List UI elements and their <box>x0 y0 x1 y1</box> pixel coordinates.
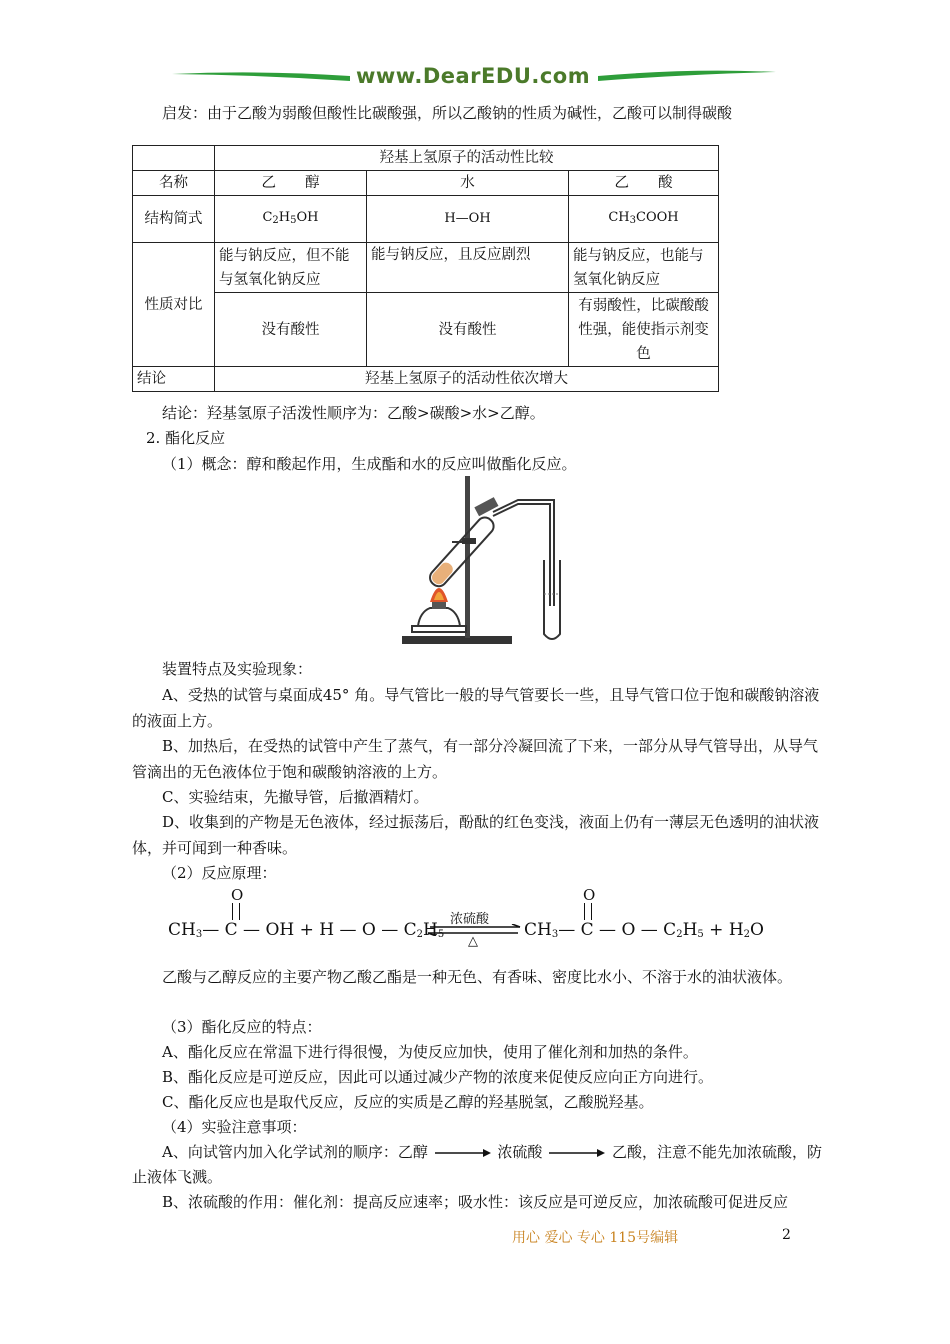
principle-title: （2）反应原理： <box>162 864 277 882</box>
carbonyl-o-right: O <box>583 886 596 904</box>
feature-b: B、酯化反应是可逆反应，因此可以通过减少产物的浓度来促使反应向正方向进行。 <box>162 1068 714 1086</box>
header-banner <box>170 62 780 92</box>
row-conc-label: 结论 <box>133 367 215 392</box>
table-title: 羟基上氢原子的活动性比较 <box>215 146 719 171</box>
note-a: A、向试管内加入化学试剂的顺序：乙醇 浓硫酸 乙酸，注意不能先加浓硫酸，防 <box>162 1143 822 1161</box>
heat-symbol: △ <box>468 934 478 949</box>
table-conclusion: 羟基上氢原子的活动性依次增大 <box>215 367 719 392</box>
equation-right: $CH_3—$ C — O — $C_2H_5 + H_2O$ <box>524 920 764 940</box>
prop-water: 能与钠反应，且反应剧烈 <box>367 243 569 293</box>
double-bond-left <box>232 903 240 920</box>
struct-water: H—OH <box>367 196 569 243</box>
feature-c: C、酯化反应也是取代反应，反应的实质是乙醇的羟基脱氢，乙酸脱羟基。 <box>162 1093 654 1111</box>
device-title: 装置特点及实验现象： <box>162 660 313 678</box>
intro-text: 启发：由于乙酸为弱酸但酸性比碳酸强，所以乙酸钠的性质为碱性，乙酸可以制得碳酸 <box>162 104 733 122</box>
page-number: 2 <box>782 1227 791 1243</box>
point-c: C、实验结束，先撤导管，后撤酒精灯。 <box>162 788 429 806</box>
row-name-label: 名称 <box>133 171 215 196</box>
notes-title: （4）实验注意事项： <box>162 1118 307 1136</box>
table-corner-cell <box>133 146 215 171</box>
carbonyl-o-left: O <box>231 886 244 904</box>
point-b: B、加热后，在受热的试管中产生了蒸气，有一部分冷凝回流了下来，一部分从导气管导出，从导气管滴出的无色液体位于饱和碳酸钠溶液的上方。 <box>132 737 819 781</box>
acidity-ethanol: 没有酸性 <box>215 293 367 367</box>
acidity-water: 没有酸性 <box>367 293 569 367</box>
struct-acetic-acid: $CH_3COOH$ <box>569 196 719 243</box>
note-b: B、浓硫酸的作用：催化剂：提高反应速率；吸水性：该反应是可逆反应，加浓硫酸可促进反应 <box>162 1193 789 1211</box>
apparatus-figure <box>368 474 583 652</box>
row-prop-label: 性质对比 <box>133 243 215 367</box>
point-a: A、受热的试管与桌面成45° 角。导气管比一般的导气管要长一些，且导气管口位于饱和碳酸钠溶液的液面上方。 <box>132 686 820 730</box>
footer-slogan: 用心 爱心 专心 115号编辑 <box>512 1230 679 1246</box>
feature-a: A、酯化反应在常温下进行得很慢，为使反应加快，使用了催化剂和加热的条件。 <box>162 1043 698 1061</box>
prop-ethanol: 能与钠反应，但不能与氢氧化钠反应 <box>215 243 367 293</box>
name-water: 水 <box>367 171 569 196</box>
esterification-apparatus-icon <box>368 474 583 652</box>
row-struct-label: 结构简式 <box>133 196 215 243</box>
concept-text: （1）概念：醇和酸起作用，生成酯和水的反应叫做酯化反应。 <box>162 455 577 473</box>
conclusion-text: 结论：羟基氢原子活泼性顺序为：乙酸>碳酸>水>乙醇。 <box>162 404 545 422</box>
name-acetic-acid: 乙 酸 <box>569 171 719 196</box>
note-a-continued: 止液体飞溅。 <box>132 1168 223 1186</box>
catalyst-label: 浓硫酸 <box>450 912 490 927</box>
equation-left: $CH_3—$ C — OH + H — O — $C_2H_5$ <box>168 920 445 940</box>
prop-acetic-acid: 能与钠反应，也能与氢氧化钠反应 <box>569 243 719 293</box>
product-description: 乙酸与乙醇反应的主要产物乙酸乙酯是一种无色、有香味、密度比水小、不溶于水的油状液体。 <box>162 968 793 986</box>
point-d: D、收集到的产物是无色液体，经过振荡后，酚酞的红色变浅，液面上仍有一薄层无色透明的油状液体，并可闻到一种香味。 <box>132 813 820 857</box>
comparison-table <box>132 145 719 392</box>
name-ethanol: 乙 醇 <box>215 171 367 196</box>
acidity-acetic-acid: 有弱酸性，比碳酸酸性强，能使指示剂变色 <box>569 293 719 367</box>
arrow-right-icon <box>547 1148 607 1158</box>
arrow-right-icon <box>433 1148 493 1158</box>
reaction-equation <box>168 886 768 952</box>
double-bond-right <box>584 903 592 920</box>
section-esterification: 2. 酯化反应 <box>146 429 226 447</box>
features-title: （3）酯化反应的特点： <box>162 1018 322 1036</box>
struct-ethanol: $C_2H_5OH$ <box>215 196 367 243</box>
site-logo-text[interactable]: www.DearEDU.com <box>356 64 591 88</box>
